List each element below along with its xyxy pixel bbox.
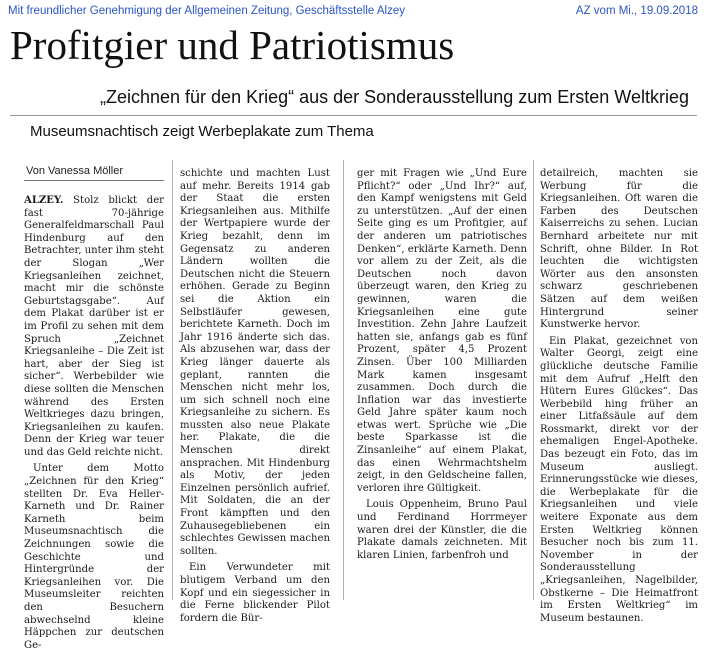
- paragraph: Ein Plakat, gezeichnet von Walter Georgi, zeigt eine glückliche deutsche Familie mit dem Aufruf „Helft den Hütern Eures Glückes“. Das Werbebild hing früher an einer Litfaßsäule auf dem Rossmarkt, direkt vor der ehemaligen Engel-Apotheke. Das bezeugt ein Foto, das im Museum ausliegt. Erinnerungsstücke wie dieses, die Werbeplakate für die Kriegsanleihen und viele weitere Exponate aus dem Ersten Weltkrieg können Besucher noch bis zum 11. November in der Sonderausstellung „Kriegsanleihen, Nagelbilder, Obstkerne – Die Heimatfront im Ersten Weltkrieg“ im Museum bestaunen.: [540, 335, 698, 624]
- column-divider: [533, 160, 534, 600]
- article-column-1: [24, 195, 165, 651]
- column-divider: [172, 160, 173, 600]
- article-column-3: [357, 168, 527, 600]
- article-headline: Profitgier und Patriotismus: [10, 22, 455, 68]
- paragraph: Ein Verwundeter mit blutigem Verband um den Kopf und ein siegessicher in die Ferne blickender Pilot fordern die Bür-: [180, 562, 330, 624]
- article-column-4: [540, 168, 698, 624]
- newspaper-source-date: AZ vom Mi., 19.09.2018: [575, 5, 698, 17]
- header-divider: [10, 115, 697, 116]
- newspaper-credit: Mit freundlicher Genehmigung der Allgemeinen Zeitung, Geschäftsstelle Alzey: [8, 5, 405, 17]
- article-kicker: Museumsnachtisch zeigt Werbeplakate zum Thema: [30, 123, 374, 140]
- paragraph: schichte und machten Lust auf mehr. Bereits 1914 gab der Staat die ersten Kriegsanleihen aus. Mithilfe der Wertpapiere wurde der Krieg bezahlt, denn im Gegensatz zu anderen Ländern wollten die Deutschen nicht die Steuern erhöhen. Gerade zu Beginn sei die Aktion ein Selbstläufer gewesen, berichtete Karneth. Doch im Jahr 1916 änderte sich das. Als abzusehen war, dass der Krieg länger dauerte als geplant, rannten die Menschen nicht mehr los, um sich schnell noch eine Kriegsanleihe zu sichern. Es mussten also neue Plakate her. Plakate, die die Menschen direkt ansprachen. Mit Hindenburg als Motiv, der jeden Einzelnen persönlich aufrief. Mit Soldaten, die an der Front kämpften und den Zuhausegebliebenen ein schlechtes Gewissen machen sollten.: [180, 168, 330, 557]
- paragraph: [24, 195, 164, 459]
- paragraph: Louis Oppenheim, Bruno Paul und Ferdinand Horrmeyer waren drei der Künstler, die die Plakate damals zeichneten. Mit klaren Linien, farbenfroh und: [357, 499, 527, 561]
- paragraph: detailreich, machten sie Werbung für die Kriegsanleihen. Oft waren die Farben des Deutschen Kaiserreichs zu sehen. Lucian Bernhard arbeitete nur mit Schrift, ohne Bilder. In Rot leuchten die wichtigsten Wörter aus den ansonsten schwarz geschriebenen Sätzen auf dem weißen Hintergrund seiner Kunstwerke hervor.: [540, 168, 698, 331]
- paragraph-text: Stolz blickt der fast 70-jährige Generalfeldmarschall Paul Hindenburg auf den Betrachter, unter ihm steht der Slogan „Wer Kriegsanleihen zeichnet, macht mir die schönste Geburtstagsgabe“. Auf dem Plakat darüber ist er im Profil zu sehen mit dem Spruch „Zeichnet Kriegsanleihe – Die Zeit ist hart, aber der Sieg ist sicher“. Werbebilder wie diese sollten die Menschen während des Ersten Weltkrieges dazu bringen, Kriegsanleihen zu kaufen. Denn der Krieg war teuer und das Geld reichte nicht.: [24, 195, 165, 458]
- paragraph: ger mit Fragen wie „Und Eure Pflicht?“ oder „Und Ihr?“ auf, den Kampf wenigstens mit Geld zu unterstützen. „Auf der einen Seite ging es um Profitgier, auf der anderen um patriotisches Denken“, erklärte Karneth. Denn vor allem zu der Zeit, als die Deutschen noch davon überzeugt waren, den Krieg zu gewinnen, waren die Kriegsanleihen eine gute Investition. Zehn Jahre Laufzeit hatten sie, anfangs gab es fünf Prozent, später 4,5 Prozent Zinsen. Über 100 Milliarden Mark kamen insgesamt zusammen. Doch durch die Inflation war das investierte Geld Jahre später kaum noch etwas wert. Sprüche wie „Die beste Sparkasse ist die Zinsanleihe“ auf einem Plakat, das einen Wehrmachtshelm zeigt, in den Geldscheine fallen, verloren ihre Gültigkeit.: [357, 168, 527, 494]
- byline-divider: [24, 180, 164, 181]
- paragraph: Unter dem Motto „Zeichnen für den Krieg“ stellten Dr. Eva Heller-Karneth und Dr. Rainer Karneth beim Museumsnachtisch die Zeichnungen sowie die Geschichte und Hintergründe der Kriegsanleihen vor. Die Museumsleiter reichten den Besuchern abwechselnd kleine Häppchen zur deutschen Ge-: [24, 463, 164, 651]
- dateline-city: ALZEY.: [24, 195, 64, 206]
- byline: Von Vanessa Möller: [26, 165, 124, 177]
- article-column-2: [180, 168, 330, 624]
- column-divider: [343, 160, 344, 600]
- article-subheadline: „Zeichnen für den Krieg“ aus der Sonderausstellung zum Ersten Weltkrieg: [100, 87, 689, 107]
